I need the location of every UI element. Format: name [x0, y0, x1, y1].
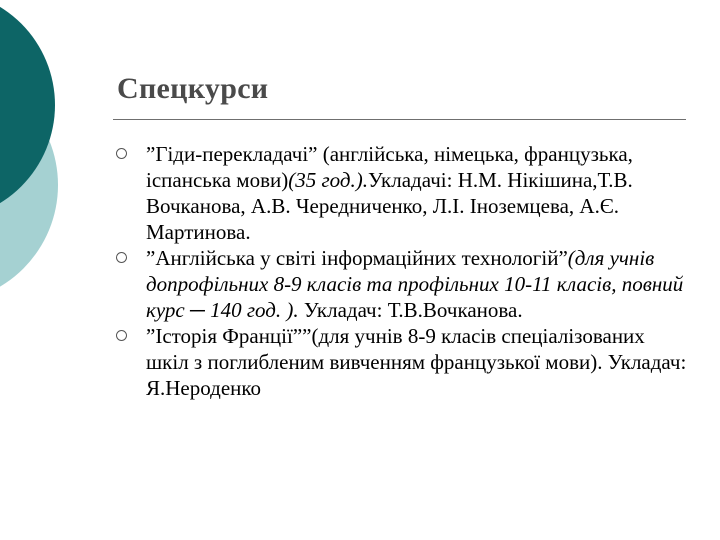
- item-italic-text: (35 год.).: [288, 168, 369, 192]
- item-text-authors: Укладачі: Н.М. Нікішина,Т.В. Вочканова, А.В. Чередниченко, Л.І. Іноземцева, А.Є. Мартинова.: [146, 168, 633, 244]
- item-text: ”Гіди-перекладачі” (англійська, німецька, французька, іспанська мови): [146, 142, 633, 192]
- list-item: [112, 323, 692, 401]
- list-item: [112, 141, 692, 245]
- title-divider: [113, 119, 686, 120]
- course-list: [112, 141, 692, 401]
- item-text: ”Англійська у світі інформаційних технологій”: [146, 246, 568, 270]
- item-text: ”Історія Франції””(для учнів 8-9 класів спеціалізованих шкіл з поглибленим вивченням французької мови). Укладач: Я.Нероденко: [146, 324, 687, 400]
- item-text-authors: Укладач: Т.В.Вочканова.: [298, 298, 523, 322]
- slide-title: Спецкурси: [117, 72, 269, 105]
- decorative-circles: [0, 0, 90, 300]
- circle-bullet-icon: [116, 330, 127, 341]
- item-italic-text: (для учнів допрофільних 8-9 класів та профільних 10-11 класів, повний курс ─ 140 год. ).: [146, 246, 684, 322]
- circle-bullet-icon: [116, 148, 127, 159]
- list-item: [112, 245, 692, 323]
- circle-bullet-icon: [116, 252, 127, 263]
